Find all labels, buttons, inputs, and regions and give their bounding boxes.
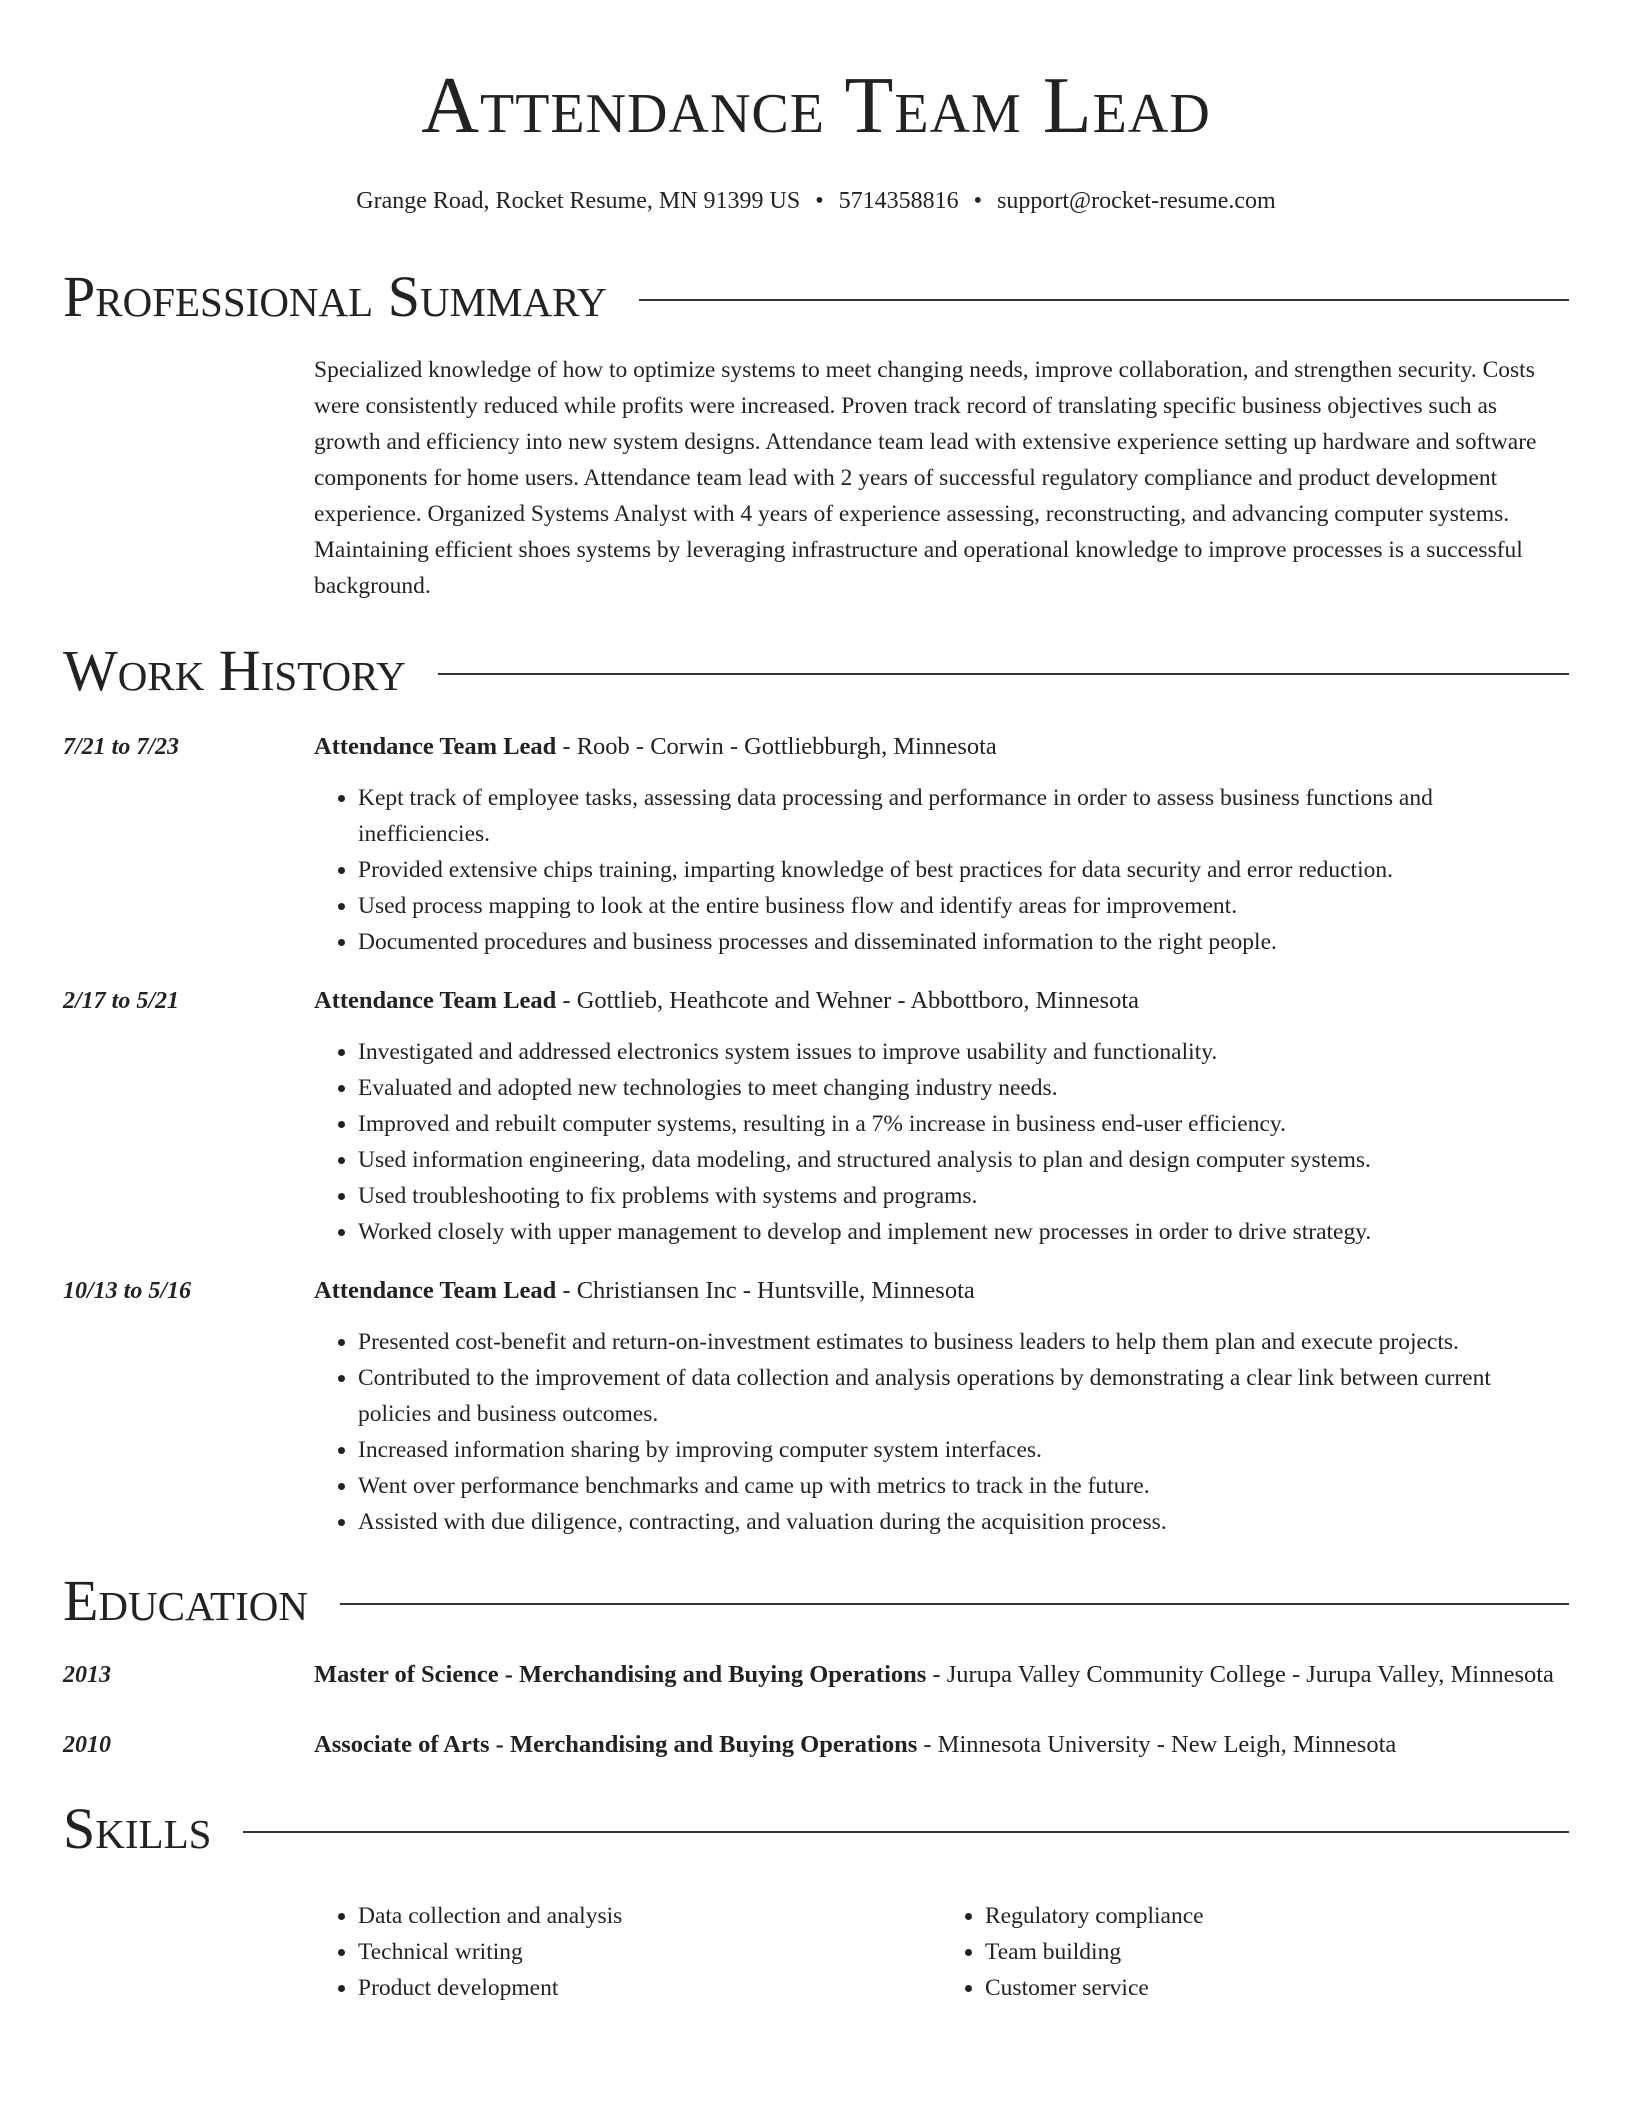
skills-title: Skills bbox=[63, 1796, 212, 1861]
work-bullet: • Increased information sharing by improving computer system interfaces. bbox=[358, 1432, 1568, 1468]
work-bullet: • Used process mapping to look at the entire business flow and identify areas for improvement. bbox=[358, 888, 1568, 924]
section-rule bbox=[438, 673, 1569, 675]
education-content bbox=[314, 1726, 1568, 1764]
employer: - Christiansen Inc - Huntsville, Minnesota bbox=[556, 1277, 975, 1304]
summary-text: Specialized knowledge of how to optimize systems to meet changing needs, improve collaboration, and strengthen security. Costs were consistently reduced while profits were increased. Proven track record of translating specific business objectives such as growth and efficiency into new system designs. Attendance team lead with extensive experience setting up hardware and software components for home users. Attendance team lead with 2 years of successful regulatory compliance and product development experience. Organized Systems Analyst with 4 years of experience assessing, reconstructing, and advancing computer systems. Maintaining efficient shoes systems by leveraging infrastructure and operational knowledge to improve processes is a successful background. bbox=[314, 357, 1537, 599]
work-bullet: • Assisted with due diligence, contracting, and valuation during the acquisition process. bbox=[358, 1504, 1568, 1540]
work-title-line bbox=[314, 982, 1568, 1020]
work-title-line bbox=[314, 1272, 1568, 1310]
work-title-line bbox=[314, 728, 1568, 766]
contact-separator: • bbox=[973, 188, 983, 214]
work-bullet: • Investigated and addressed electronics system issues to improve usability and functionality. bbox=[358, 1034, 1568, 1070]
resume-header bbox=[0, 0, 1632, 216]
work-dates: 7/21 to 7/23 bbox=[63, 734, 180, 760]
skill-item: • Regulatory compliance bbox=[985, 1898, 1568, 1934]
education-content bbox=[314, 1656, 1568, 1694]
school: - Minnesota University - New Leigh, Minnesota bbox=[917, 1731, 1397, 1758]
email: support@rocket-resume.com bbox=[997, 188, 1276, 214]
section-rule bbox=[243, 1831, 1569, 1833]
work-bullet: • Went over performance benchmarks and came up with metrics to track in the future. bbox=[358, 1468, 1568, 1504]
degree: Master of Science - Merchandising and Buying Operations bbox=[314, 1661, 927, 1688]
phone: 5714358816 bbox=[838, 188, 959, 214]
work-bullet: • Contributed to the improvement of data collection and analysis operations by demonstrating a clear link between current policies and business outcomes. bbox=[358, 1360, 1568, 1432]
education-title: Education bbox=[63, 1568, 308, 1633]
work-bullet: • Used troubleshooting to fix problems with systems and programs. bbox=[358, 1178, 1568, 1214]
employer: - Roob - Corwin - Gottliebburgh, Minnesota bbox=[556, 733, 997, 760]
section-rule bbox=[340, 1603, 1569, 1605]
education-year: 2013 bbox=[63, 1662, 111, 1688]
education-heading bbox=[63, 1566, 1569, 1636]
candidate-name: Attendance Team Lead bbox=[421, 62, 1211, 150]
skills-right-list bbox=[941, 1898, 1568, 2006]
job-title: Attendance Team Lead bbox=[314, 733, 557, 760]
skills-heading bbox=[63, 1794, 1569, 1864]
work-bullet: • Provided extensive chips training, imparting knowledge of best practices for data security and error reduction. bbox=[358, 852, 1568, 888]
work-entry bbox=[63, 982, 1568, 1250]
work-bullet: • Documented procedures and business processes and disseminated information to the right people. bbox=[358, 924, 1568, 960]
education-entry bbox=[63, 1656, 1568, 1694]
work-content bbox=[314, 982, 1568, 1250]
work-entry bbox=[63, 1272, 1568, 1540]
skill-item: • Customer service bbox=[985, 1970, 1568, 2006]
degree: Associate of Arts - Merchandising and Buying Operations bbox=[314, 1731, 918, 1758]
skill-item: • Product development bbox=[358, 1970, 941, 2006]
work-dates: 10/13 to 5/16 bbox=[63, 1278, 192, 1304]
skills-columns bbox=[314, 1898, 1568, 2006]
work-entry bbox=[63, 728, 1568, 960]
summary-heading bbox=[63, 262, 1569, 332]
section-rule bbox=[639, 299, 1569, 301]
skill-item: • Data collection and analysis bbox=[358, 1898, 941, 1934]
contact-line bbox=[0, 186, 1632, 216]
employer: - Gottlieb, Heathcote and Wehner - Abbottboro, Minnesota bbox=[556, 987, 1140, 1014]
education-list bbox=[0, 1656, 1632, 1764]
address: Grange Road, Rocket Resume, MN 91399 US bbox=[356, 188, 801, 214]
skill-item: • Technical writing bbox=[358, 1934, 941, 1970]
work-bullets bbox=[314, 1034, 1568, 1250]
job-title: Attendance Team Lead bbox=[314, 987, 557, 1014]
work-bullet: • Kept track of employee tasks, assessing data processing and performance in order to assess business functions and inefficiencies. bbox=[358, 780, 1568, 852]
skills-left-list bbox=[314, 1898, 941, 2006]
work-bullets bbox=[314, 1324, 1568, 1540]
work-title: Work History bbox=[63, 638, 406, 703]
summary-title: Professional Summary bbox=[63, 264, 607, 329]
education-year: 2010 bbox=[63, 1732, 111, 1758]
contact-separator: • bbox=[815, 188, 824, 214]
work-content bbox=[314, 1272, 1568, 1540]
job-title: Attendance Team Lead bbox=[314, 1277, 557, 1304]
work-bullet: • Improved and rebuilt computer systems, resulting in a 7% increase in business end-user efficiency. bbox=[358, 1106, 1568, 1142]
education-entry bbox=[63, 1726, 1568, 1764]
work-bullet: • Worked closely with upper management to develop and implement new processes in order to drive strategy. bbox=[358, 1214, 1568, 1250]
work-bullet: • Evaluated and adopted new technologies to meet changing industry needs. bbox=[358, 1070, 1568, 1106]
work-content bbox=[314, 728, 1568, 960]
skill-item: • Team building bbox=[985, 1934, 1568, 1970]
work-dates: 2/17 to 5/21 bbox=[63, 988, 180, 1014]
work-bullet: • Presented cost-benefit and return-on-investment estimates to business leaders to help them plan and execute projects. bbox=[358, 1324, 1568, 1360]
school: - Jurupa Valley Community College - Jurupa Valley, Minnesota bbox=[926, 1661, 1554, 1688]
work-history-list bbox=[0, 728, 1632, 1540]
work-bullet: • Used information engineering, data modeling, and structured analysis to plan and design computer systems. bbox=[358, 1142, 1568, 1178]
work-heading bbox=[63, 636, 1569, 706]
work-bullets bbox=[314, 780, 1568, 960]
